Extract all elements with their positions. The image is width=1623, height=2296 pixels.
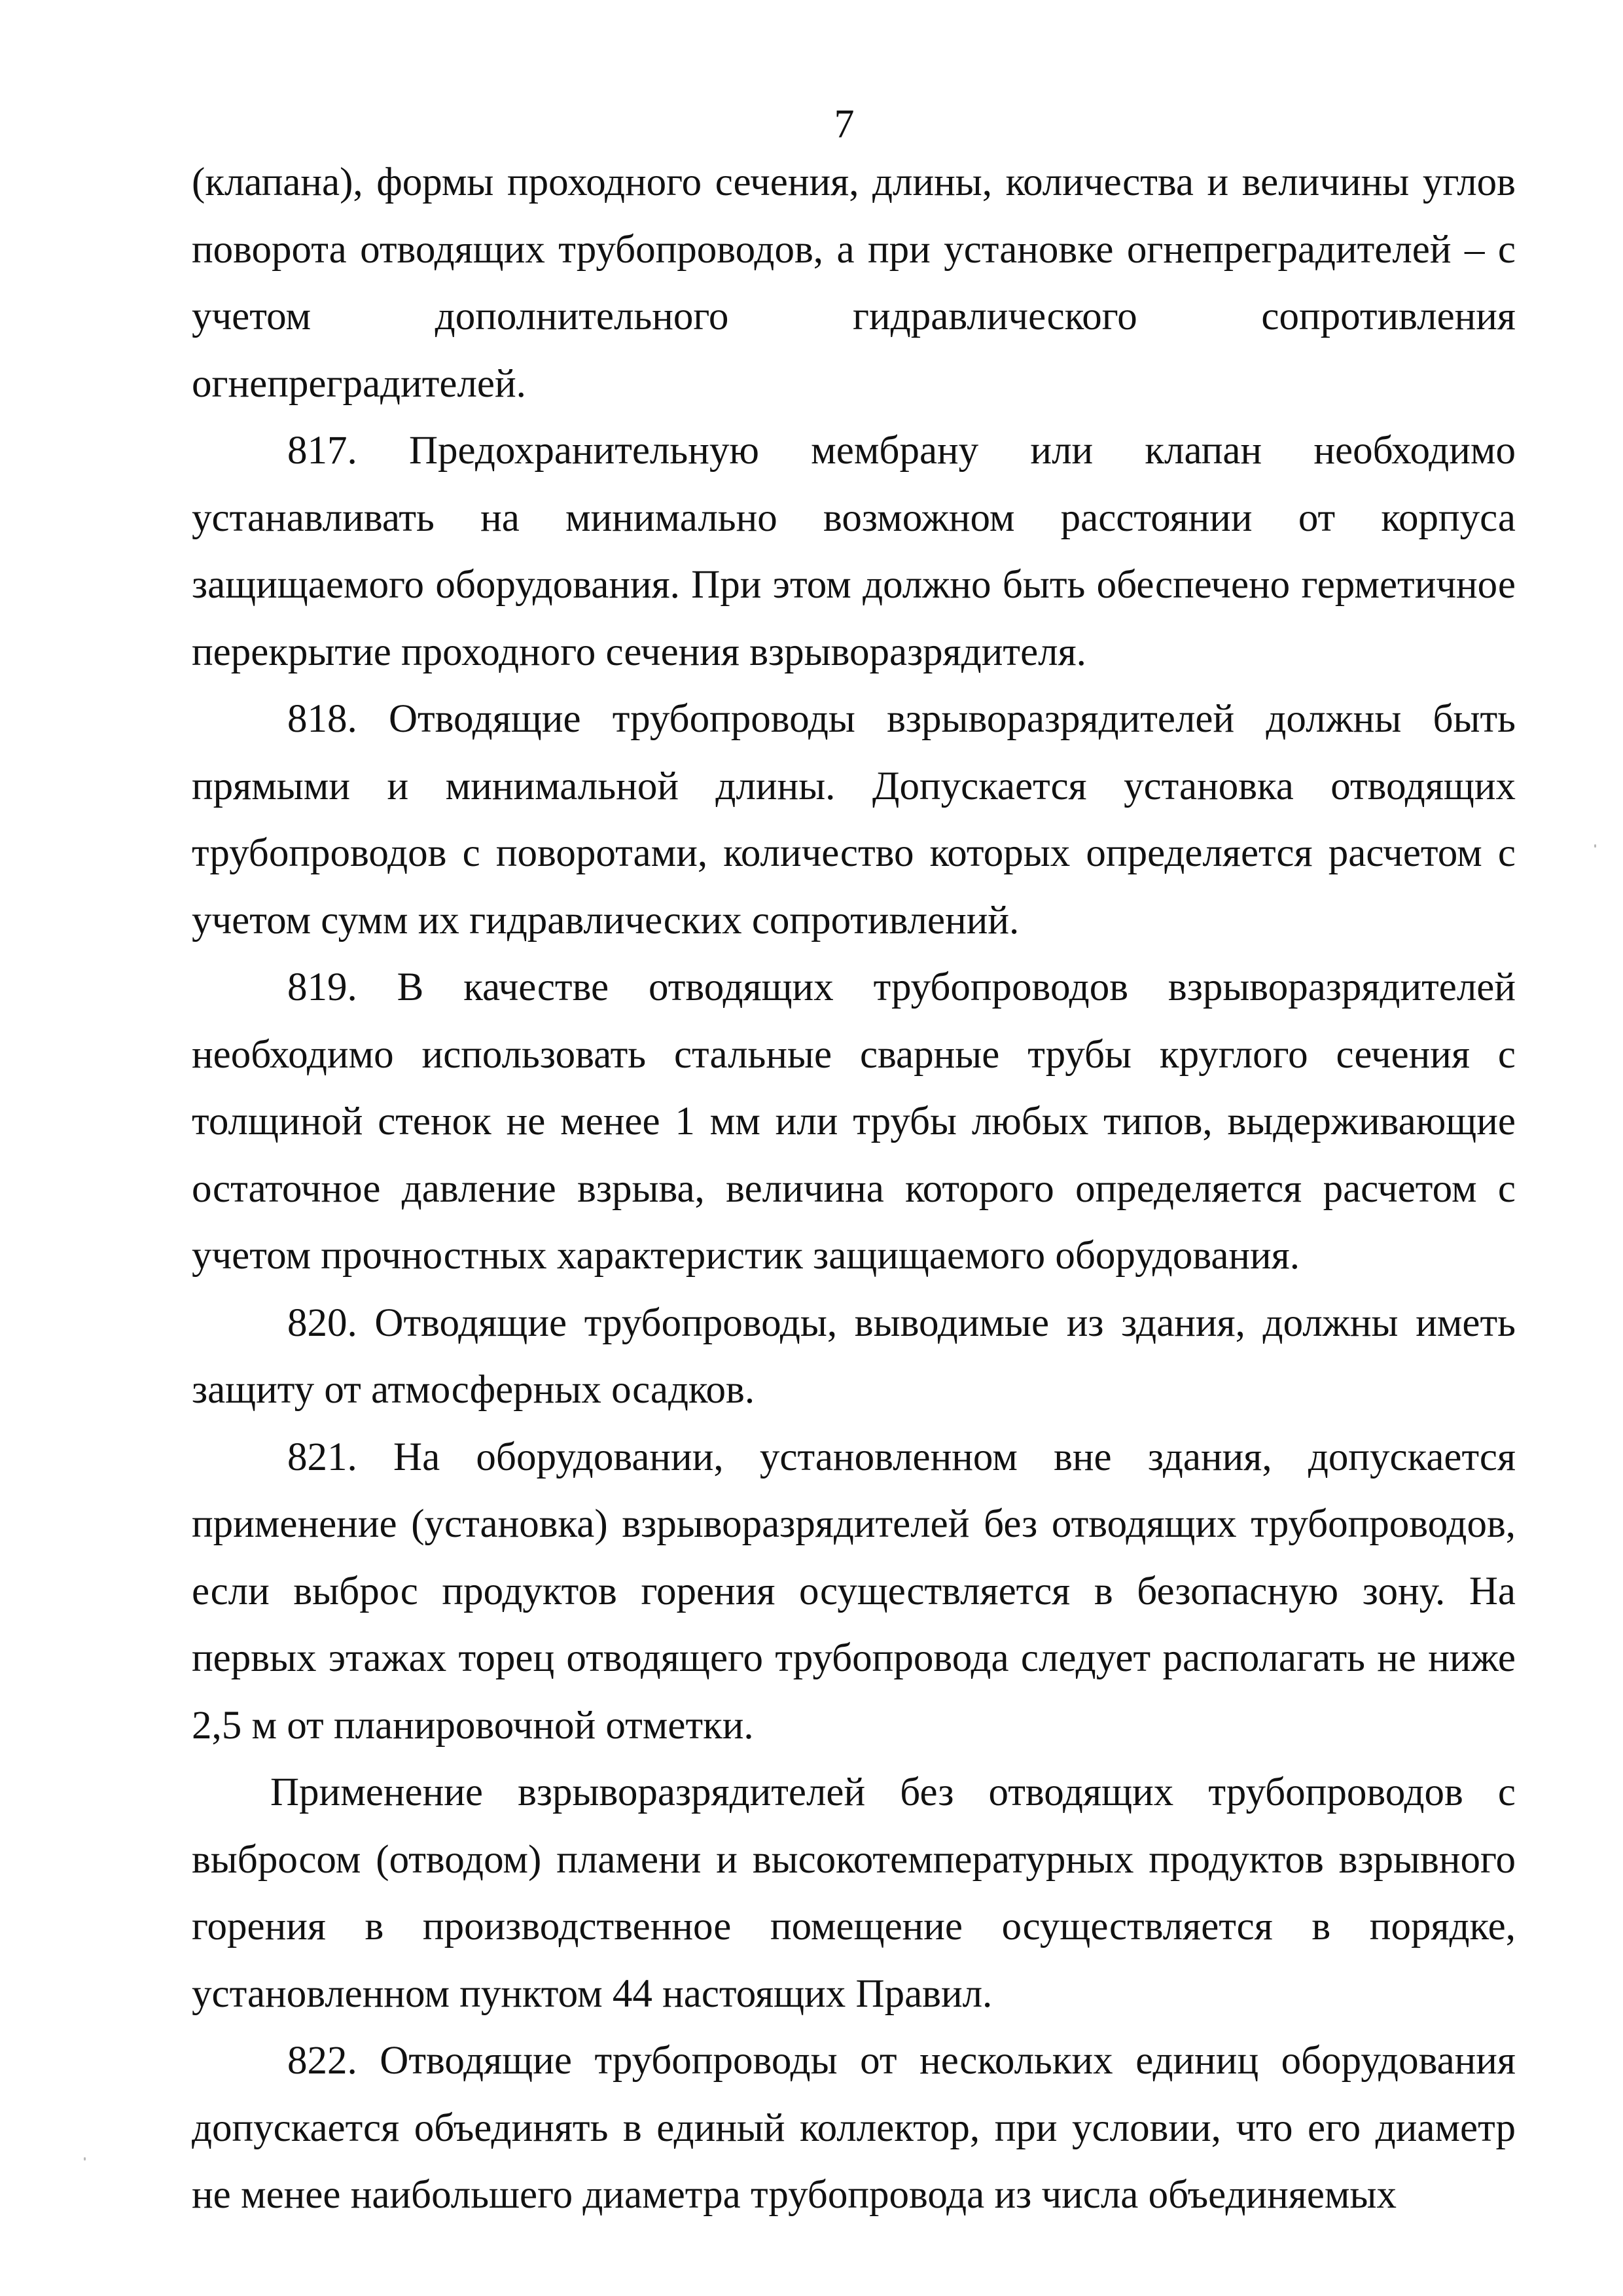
scan-speck <box>84 2157 86 2161</box>
document-body <box>192 149 1516 2229</box>
paragraph-item-817: 817. Предохранительную мембрану или клапан необходимо устанавливать на минимально возможном расстоянии от корпуса защищаемого оборудования. При этом должно быть обеспечено герметичное перекрытие проходного сечения взрыворазрядителя. <box>192 429 1516 674</box>
paragraph-continuation: (клапана), формы проходного сечения, длины, количества и величины углов поворота отводящих трубопроводов, а при установке огнепреградителей – с учетом дополнительного гидравлического сопротивления огнепреградителей. <box>192 160 1516 406</box>
paragraph-item-821: 821. На оборудовании, установленном вне здания, допускается применение (установка) взрыворазрядителей без отводящих трубопроводов, если выброс продуктов горения осуществляется в безопасную зону. На первых этажах торец отводящего трубопровода следует располагать не ниже 2,5 м от планировочной отметки. <box>192 1435 1516 1748</box>
paragraph-item-820: 820. Отводящие трубопроводы, выводимые из здания, должны иметь защиту от атмосферных осадков. <box>192 1300 1516 1412</box>
paragraph-item-819: 819. В качестве отводящих трубопроводов взрыворазрядителей необходимо использовать стальные сварные трубы круглого сечения с толщиной стенок не менее 1 мм или трубы любых типов, выдерживающие остаточное давление взрыва, величина которого определяется расчетом с учетом прочностных характеристик защищаемого оборудования. <box>192 965 1516 1278</box>
scan-speck <box>1594 844 1596 848</box>
page-number: 7 <box>834 102 855 147</box>
paragraph-item-821-part-2: Применение взрыворазрядителей без отводящих трубопроводов с выбросом (отводом) пламени и высокотемпературных продуктов взрывного горения в производственное помещение осуществляется в порядке, установленном пунктом 44 настоящих Правил. <box>192 1770 1516 2016</box>
paragraph-item-818: 818. Отводящие трубопроводы взрыворазрядителей должны быть прямыми и минимальной длины. Допускается установка отводящих трубопроводов с поворотами, количество которых определяется расчетом с учетом сумм их гидравлических сопротивлений. <box>192 697 1516 942</box>
paragraph-item-822: 822. Отводящие трубопроводы от нескольких единиц оборудования допускается объединять в единый коллектор, при условии, что его диаметр не менее наибольшего диаметра трубопровода из числа объединяемых <box>192 2039 1516 2217</box>
